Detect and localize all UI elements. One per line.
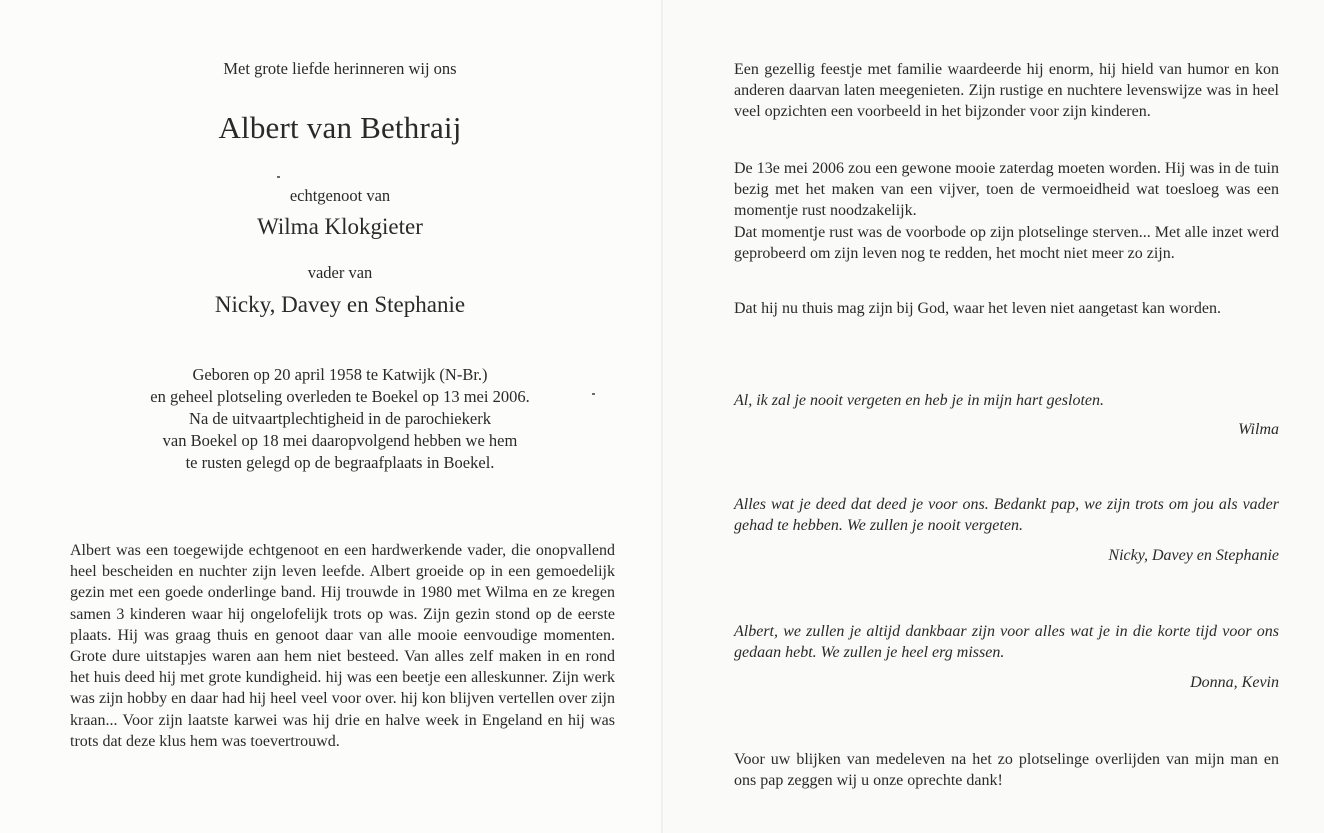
biography-text: Albert was een toegewijde echtgenoot en een hardwerkende vader, die onopvallend heel bescheiden en nuchter zijn leven leefde. Albert groeide op in een gemoedelijk gezin met een goede onderlinge band. Hij trouwde in 1980 met Wilma en ze kregen samen 3 kinderen waar hij ongelofelijk trots op was. Zijn gezin stond op de eerste plaats. Hij was graag thuis en genoot daar van alle mooie eenvoudige momenten. Grote dure uitstapjes waren aan hem niet besteed. Van alles zelf maken in en rond het huis deed hij met grote kundigheid. hij was een beetje een alleskunner. Zijn werk was zijn hobby en daar had hij heel veel voor over. hij kon blijven vertellen over zijn kraan... Voor zijn laatste karwei was hij drie en halve week in Engeland en hij was trots dat deze klus hem was toevertrouwd. [70, 542, 615, 750]
right-page [662, 0, 1324, 833]
signature-donna-kevin: Donna, Kevin [1190, 674, 1279, 691]
spouse-name: Wilma Klokgieter [257, 214, 423, 239]
quote-donna-kevin: Albert, we zullen je altijd dankbaar zijn voor alles wat je in die korte tijd voor ons gedaan hebt. We zullen je heel erg missen. [734, 623, 1279, 662]
deceased-name: Albert van Bethraij [218, 110, 462, 145]
thanks-text: Voor uw blijken van medeleven na het zo plotselinge overlijden van mijn man en ons pap zeggen wij u onze oprechte dank! [734, 751, 1279, 790]
thanks-paragraph [734, 749, 1279, 791]
spouse-label: echtgenoot van [289, 186, 391, 205]
biography [70, 540, 615, 752]
birth-line: Geboren op 20 april 1958 te Katwijk (N-Br.) [192, 365, 488, 384]
paragraph-3-text: Dat hij nu thuis mag zijn bij God, waar het leven niet aangetast kan worden. [734, 300, 1221, 317]
signature-wilma: Wilma [1238, 421, 1279, 438]
print-speck [277, 176, 280, 178]
paragraph-1-text: Een gezellig feestje met familie waardeerde hij enorm, hij hield van humor en kon anderen daarvan laten meegenieten. Zijn rustige en nuchtere levenswijze was in heel veel opzichten een voorbeeld in het bijzonder voor zijn kinderen. [734, 61, 1279, 121]
paragraph-2 [734, 158, 1279, 264]
birth-line: te rusten gelegd op de begraafplaats in Boekel. [185, 453, 495, 472]
intro-text: Met grote liefde herinneren wij ons [223, 59, 457, 78]
birth-death-details [100, 364, 580, 474]
signature-children: Nicky, Davey en Stephanie [1108, 547, 1279, 564]
birth-line: en geheel plotseling overleden te Boekel op 13 mei 2006. [150, 387, 530, 406]
paragraph-1 [734, 59, 1279, 123]
paragraph-3 [734, 298, 1279, 319]
birth-line: van Boekel op 18 mei daaropvolgend hebben we hem [162, 431, 518, 450]
paragraph-2a-text: De 13e mei 2006 zou een gewone mooie zaterdag moeten worden. Hij was in de tuin bezig met het maken van een vijver, toen de vermoeidheid wat toesloeg was een momentje rust noodzakelijk. [734, 160, 1279, 220]
quote-children: Alles wat je deed dat deed je voor ons. Bedankt pap, we zijn trots om jou als vader gehad te hebben. We zullen je nooit vergeten. [734, 496, 1279, 535]
children-names: Nicky, Davey en Stephanie [214, 292, 466, 317]
paragraph-2b-text: Dat momentje rust was de voorbode op zijn plotselinge sterven... Met alle inzet werd geprobeerd om zijn leven nog te redden, het mocht niet meer zo zijn. [734, 223, 1279, 262]
print-speck [592, 393, 595, 395]
quote-wilma: Al, ik zal je nooit vergeten en heb je in mijn hart gesloten. [734, 392, 1104, 409]
birth-line: Na de uitvaartplechtigheid in de parochiekerk [189, 409, 491, 428]
father-label: vader van [307, 263, 373, 282]
